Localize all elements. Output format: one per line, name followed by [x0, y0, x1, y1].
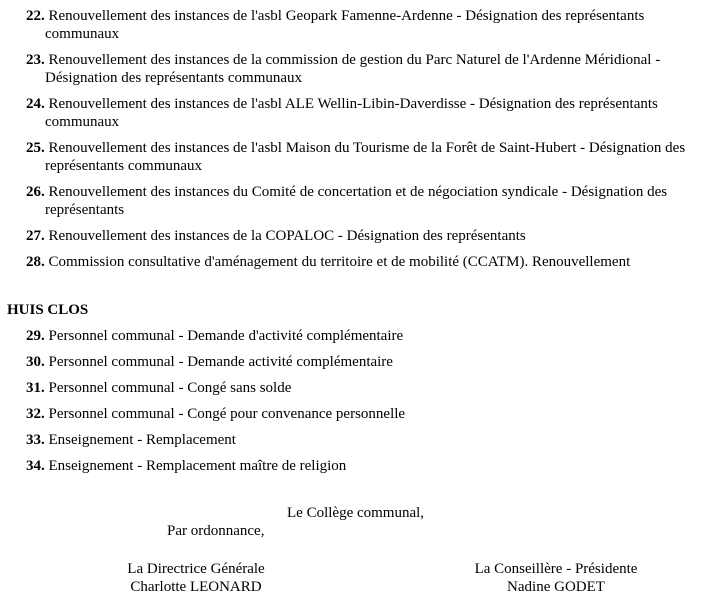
agenda-item — [26, 405, 716, 423]
agenda-item — [26, 95, 716, 131]
agenda-item — [26, 183, 716, 219]
agenda-item-text: Renouvellement des instances de la COPALOC - Désignation des représentants — [48, 228, 526, 244]
agenda-item-number: 29. — [26, 328, 45, 344]
signatory-title: La Conseillère - Présidente — [474, 561, 638, 577]
signature-block-right — [460, 560, 652, 596]
par-ordonnance-line: Par ordonnance, — [167, 523, 265, 539]
agenda-item-text: Enseignement - Remplacement maître de religion — [48, 458, 347, 474]
agenda-item-text: Personnel communal - Congé sans solde — [48, 380, 292, 396]
agenda-item-text: Personnel communal - Congé pour convenance personnelle — [48, 406, 406, 422]
signatory-name: Nadine GODET — [507, 579, 605, 595]
agenda-item-text: Personnel communal - Demande activité complémentaire — [48, 354, 393, 370]
agenda-item-number: 22. — [26, 8, 45, 24]
agenda-item-text: Commission consultative d'aménagement du territoire et de mobilité (CCATM). Renouvellement — [48, 254, 631, 270]
agenda-item-number: 28. — [26, 254, 45, 270]
agenda-item-number: 25. — [26, 140, 45, 156]
agenda-item-number: 30. — [26, 354, 45, 370]
agenda-item-text: Enseignement - Remplacement — [48, 432, 236, 448]
agenda-item — [26, 431, 716, 449]
agenda-item — [26, 253, 716, 271]
agenda-item — [26, 457, 716, 475]
signatory-name: Charlotte LEONARD — [130, 579, 262, 595]
agenda-item-number: 33. — [26, 432, 45, 448]
agenda-item-number: 23. — [26, 52, 45, 68]
agenda-item — [26, 227, 716, 245]
agenda-public-list — [26, 7, 716, 279]
huis-clos-heading: HUIS CLOS — [7, 302, 89, 318]
agenda-item-number: 26. — [26, 184, 45, 200]
signature-block-left — [110, 560, 282, 596]
signatory-title: La Directrice Générale — [127, 561, 265, 577]
agenda-item — [26, 327, 716, 345]
agenda-item-text: Renouvellement des instances du Comité de concertation et de négociation syndicale - Désignation des représentants — [45, 184, 668, 218]
agenda-item-number: 27. — [26, 228, 45, 244]
agenda-item — [26, 7, 716, 43]
agenda-item-number: 32. — [26, 406, 45, 422]
agenda-item-number: 31. — [26, 380, 45, 396]
agenda-item-text: Personnel communal - Demande d'activité complémentaire — [48, 328, 404, 344]
agenda-item-text: Renouvellement des instances de l'asbl Maison du Tourisme de la Forêt de Saint-Hubert - Désignation des représentants communaux — [45, 140, 686, 174]
agenda-item-number: 24. — [26, 96, 45, 112]
agenda-item-number: 34. — [26, 458, 45, 474]
agenda-item-text: Renouvellement des instances de la commission de gestion du Parc Naturel de l'Ardenne Méridional - Désignation des représentants communaux — [45, 52, 661, 86]
agenda-item — [26, 379, 716, 397]
agenda-item-text: Renouvellement des instances de l'asbl ALE Wellin-Libin-Daverdisse - Désignation des représentants communaux — [45, 96, 658, 130]
agenda-item-text: Renouvellement des instances de l'asbl Geopark Famenne-Ardenne - Désignation des représentants communaux — [45, 8, 645, 42]
college-communal-line: Le Collège communal, — [287, 505, 425, 521]
agenda-item — [26, 51, 716, 87]
agenda-item — [26, 139, 716, 175]
agenda-closed-list — [26, 327, 716, 483]
agenda-item — [26, 353, 716, 371]
